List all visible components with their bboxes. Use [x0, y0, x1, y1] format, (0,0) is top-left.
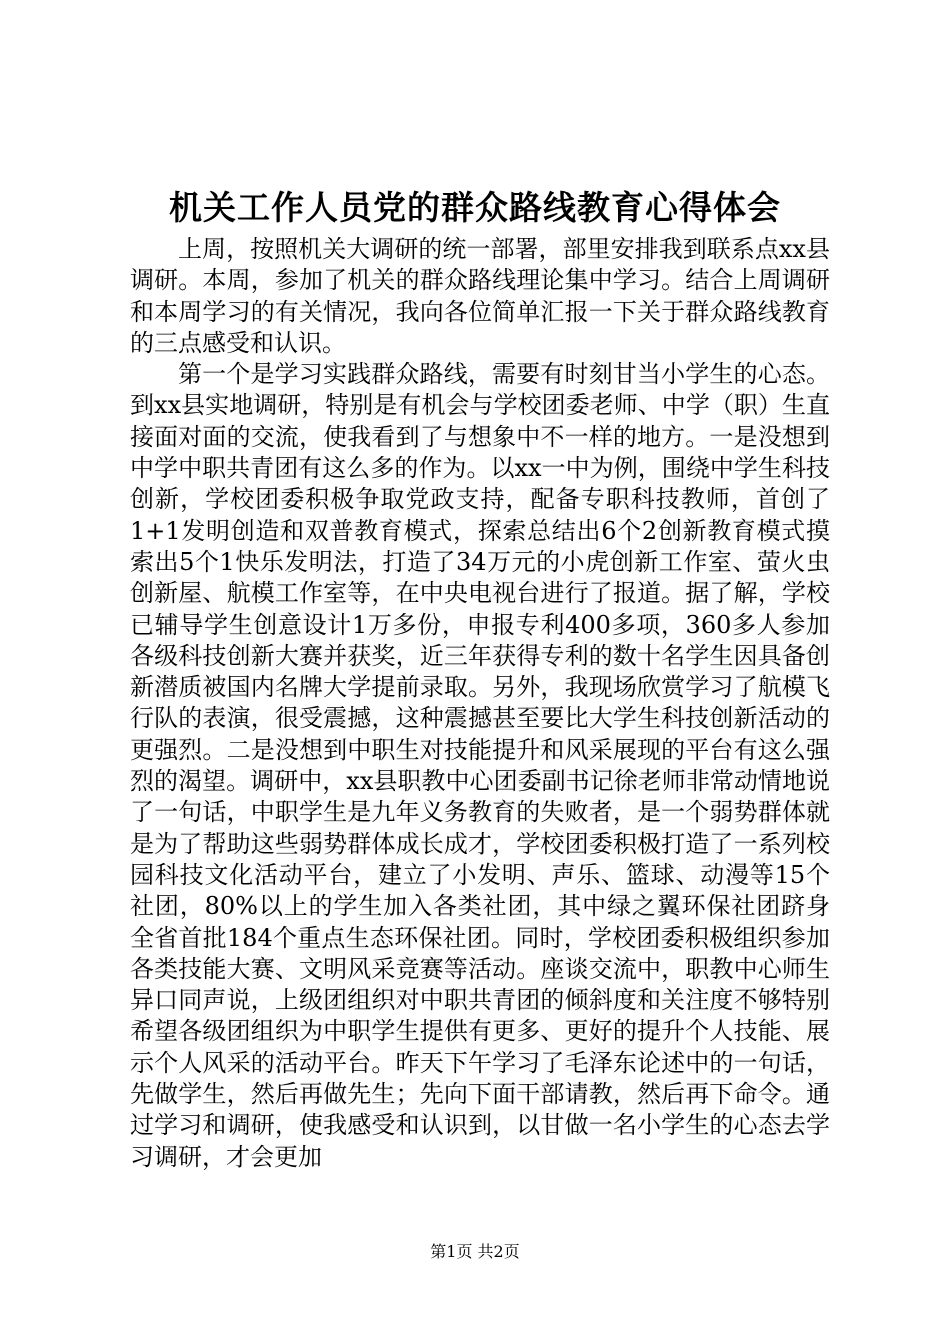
paragraph-first-point: 第一个是学习实践群众路线，需要有时刻甘当小学生的心态。到xx县实地调研，特别是有机会与学校团委老师、中学（职）生直接面对面的交流，使我看到了与想象中不一样的地方。一是没想到中学中职共青团有这么多的作为。以xx一中为例，围绕中学生科技创新，学校团委积极争取党政支持，配备专职科技教师，首创了1+1发明创造和双普教育模式，探索总结出6个2创新教育模式摸索出5个1快乐发明法，打造了34万元的小虎创新工作室、萤火虫创新屋、航模工作室等，在中央电视台进行了报道。据了解，学校已辅导学生创意设计1万多份，申报专利400多项，360多人参加各级科技创新大赛并获奖，近三年获得专利的数十名学生因具备创新潜质被国内名牌大学提前录取。另外，我现场欣赏学习了航模飞行队的表演，很受震撼，这种震撼甚至要比大学生科技创新活动的更强烈。二是没想到中职生对技能提升和风采展现的平台有这么强烈的渴望。调研中，xx县职教中心团委副书记徐老师非常动情地说了一句话，中职学生是九年义务教育的失败者，是一个弱势群体就是为了帮助这些弱势群体成长成才，学校团委积极打造了一系列校园科技文化活动平台，建立了小发明、声乐、篮球、动漫等15个社团，80%以上的学生加入各类社团，其中绿之翼环保社团跻身全省首批184个重点生态环保社团。同时，学校团委积极组织参加各类技能大赛、文明风采竞赛等活动。座谈交流中，职教中心师生异口同声说，上级团组织对中职共青团的倾斜度和关注度不够特别希望各级团组织为中职学生提供有更多、更好的提升个人技能、展示个人风采的活动平台。昨天下午学习了毛泽东论述中的一句话，先做学生，然后再做先生；先向下面干部请教，然后再下命令。通过学习和调研，使我感受和认识到，以甘做一名小学生的心态去学习调研，才会更加	[130, 360, 830, 1171]
paragraph-intro: 上周，按照机关大调研的统一部署，部里安排我到联系点xx县调研。本周，参加了机关的群众路线理论集中学习。结合上周调研和本周学习的有关情况，我向各位简单汇报一下关于群众路线教育的三点感受和认识。	[130, 235, 830, 357]
page-title: 机关工作人员党的群众路线教育心得体会	[169, 188, 781, 227]
page-footer: 第1页 共2页	[430, 1242, 520, 1261]
document-body	[130, 234, 830, 1173]
